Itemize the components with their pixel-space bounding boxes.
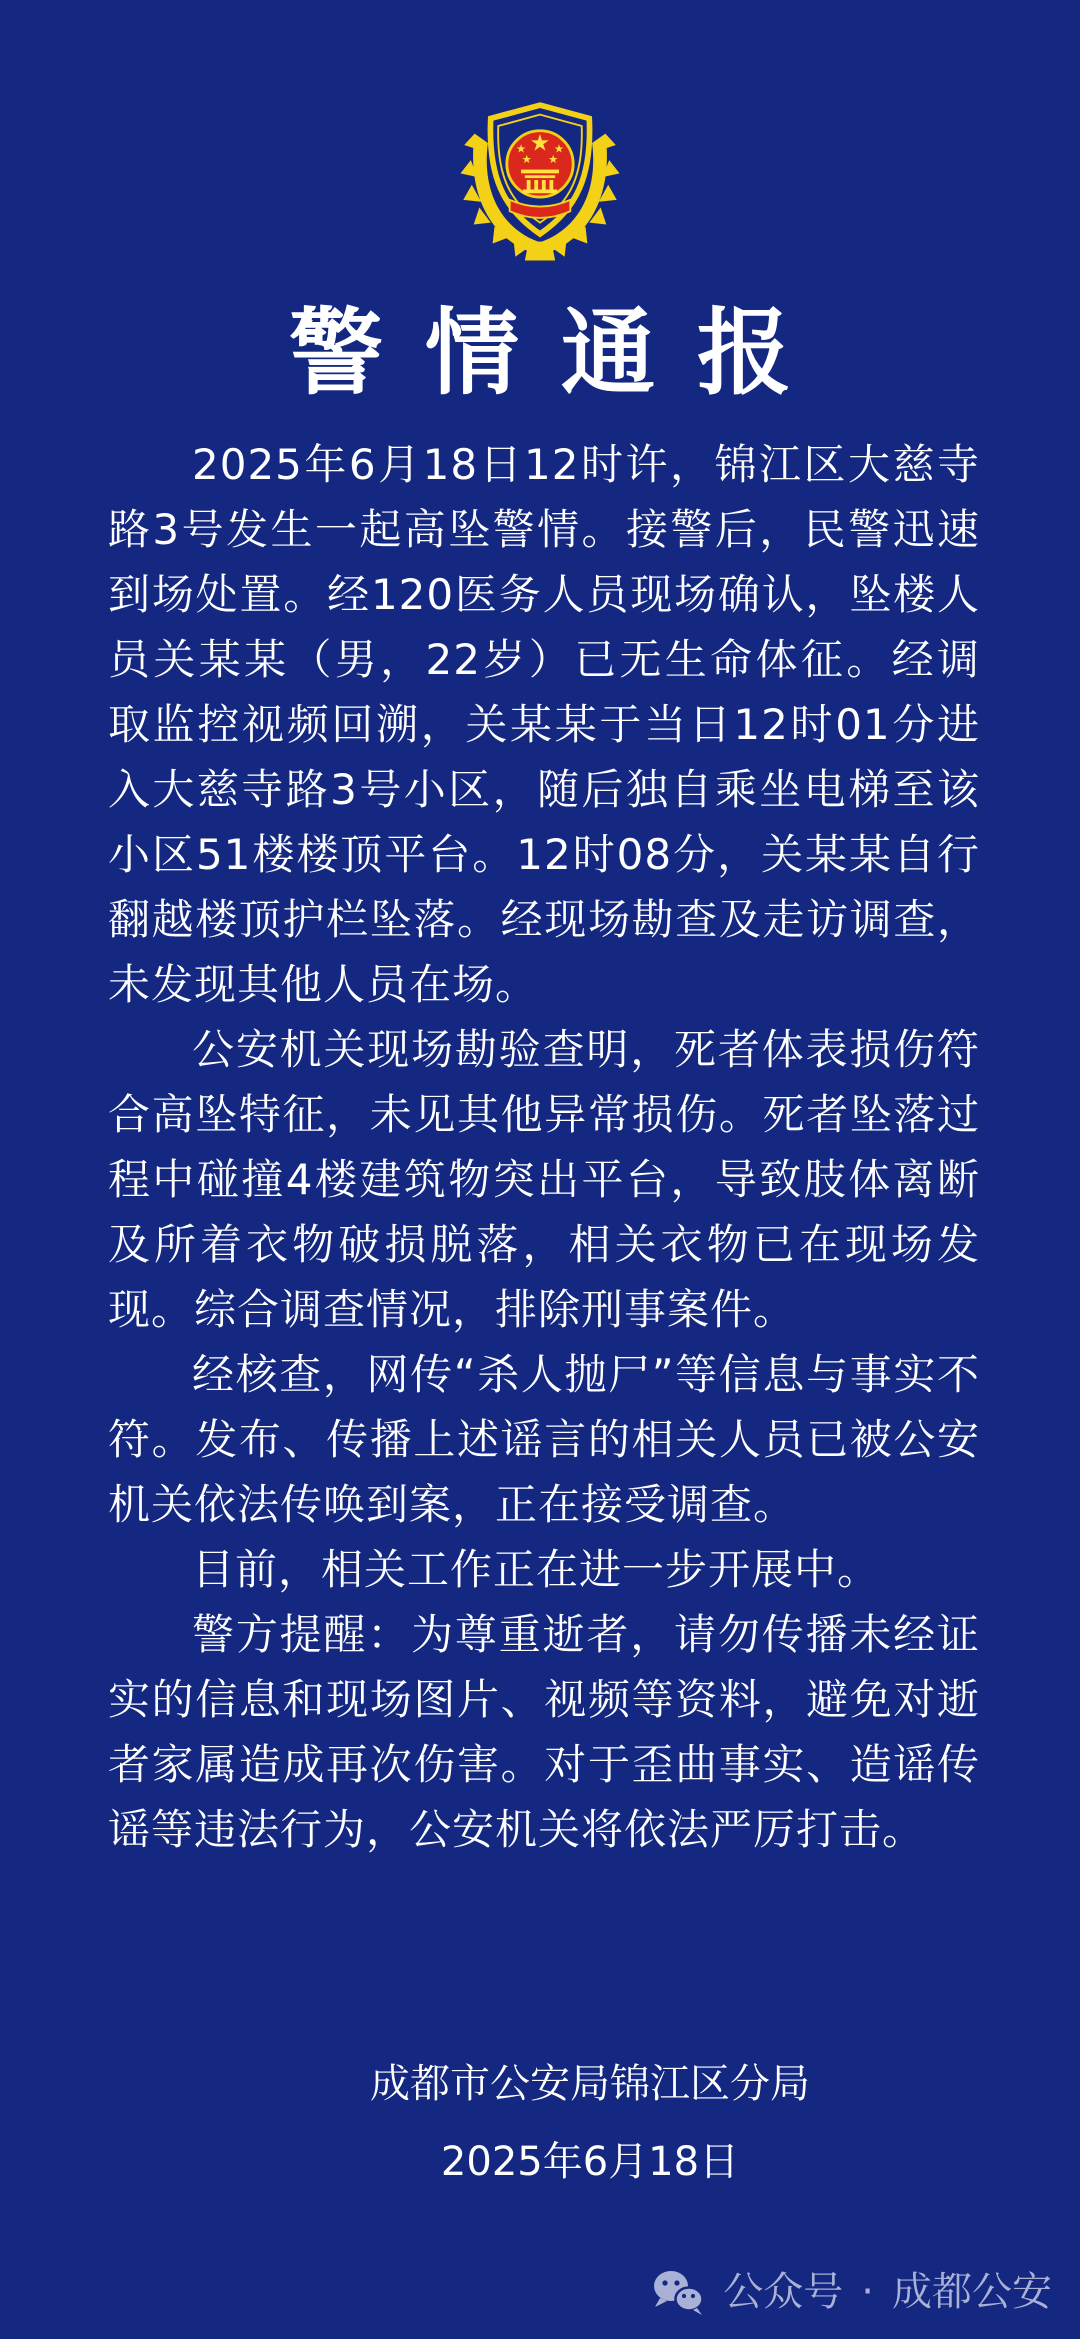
signature-block (50, 2060, 1080, 2186)
wechat-icon (649, 2267, 707, 2317)
signature-agency: 成都市公安局锦江区分局 (370, 2061, 810, 2107)
footer-account-name: 成都公安 (892, 2269, 1052, 2315)
footer-separator: · (861, 2269, 874, 2315)
notice-body (108, 432, 980, 1862)
svg-text:★: ★ (548, 151, 559, 166)
svg-text:★: ★ (521, 151, 532, 166)
svg-text:★: ★ (529, 130, 551, 157)
body-paragraph: 目前，相关工作正在进一步开展中。 (192, 1545, 881, 1594)
signature-date: 2025年6月18日 (440, 2139, 740, 2185)
body-paragraph: 2025年6月18日12时许，锦江区大慈寺路3号发生一起高坠警情。接警后，民警迅速到场处置。经120医务人员现场确认，坠楼人员关某某（男，22岁）已无生命体征。经调取监控视频回溯，关某某于当日12时01分进入大慈寺路3号小区，随后独自乘坐电梯至该小区51楼楼顶平台。12时08分，关某某自行翻越楼顶护栏坠落。经现场勘查及走访调查，未发现其他人员在场。 (108, 440, 980, 1009)
body-paragraph: 经核查，网传“杀人抛尸”等信息与事实不符。发布、传播上述谣言的相关人员已被公安机关依法传唤到案，正在接受调查。 (108, 1350, 980, 1529)
page-title: 警情通报 (288, 298, 833, 408)
body-paragraph: 公安机关现场勘验查明，死者体表损伤符合高坠特征，未见其他异常损伤。死者坠落过程中碰撞4楼建筑物突出平台，导致肢体离断及所着衣物破损脱落，相关衣物已在现场发现。综合调查情况，排除刑事案件。 (108, 1025, 980, 1334)
footer-account-label: 公众号 (723, 2269, 844, 2315)
police-notice-page (0, 90, 1080, 2339)
body-paragraph: 警方提醒：为尊重逝者，请勿传播未经证实的信息和现场图片、视频等资料，避免对逝者家属造成再次伤害。对于歪曲事实、造谣传谣等违法行为，公安机关将依法严厉打击。 (108, 1610, 980, 1854)
police-badge-icon (445, 90, 635, 270)
svg-text:★: ★ (515, 141, 527, 156)
wechat-account-badge (649, 2267, 1052, 2317)
svg-text:★: ★ (553, 141, 565, 156)
